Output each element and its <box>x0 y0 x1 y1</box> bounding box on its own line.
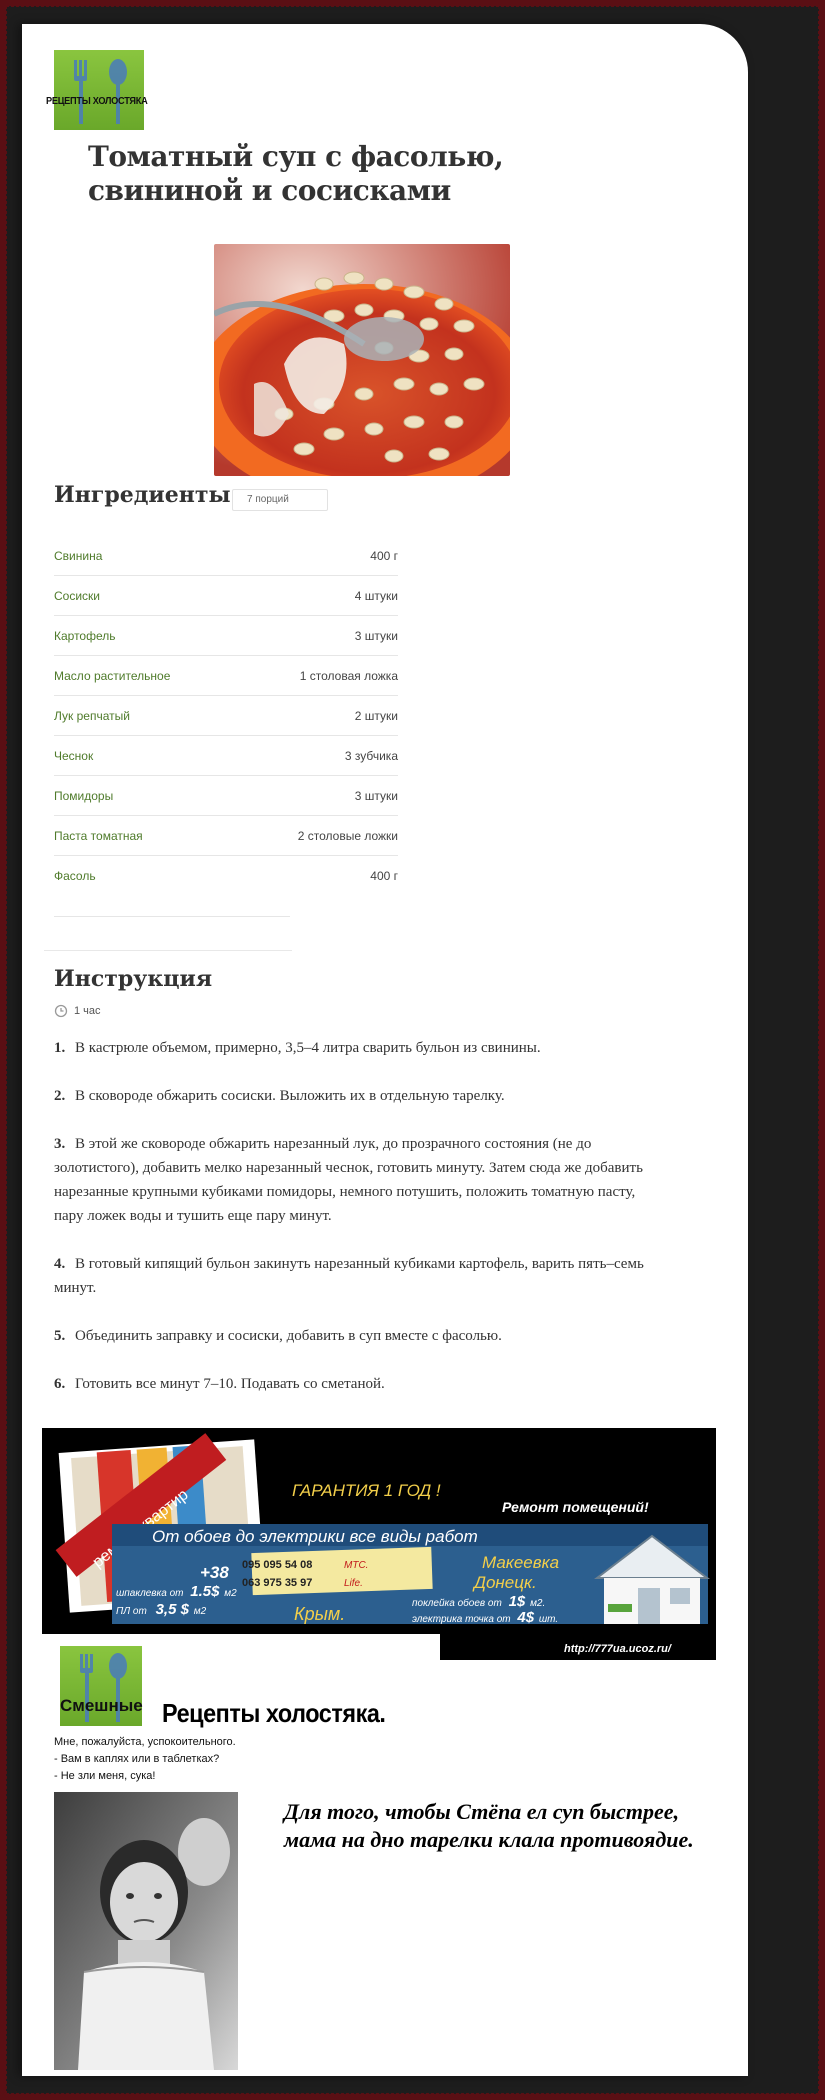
girl-photo <box>54 1792 238 2070</box>
content-sheet <box>22 24 748 2076</box>
joke-dialog <box>54 1734 236 1785</box>
recipe-title: Томатный суп с фасолью, свининой и сосисками <box>88 140 504 207</box>
ingredient-row <box>54 776 398 816</box>
ad-paper-prefix: поклейка обоев от <box>412 1598 502 1609</box>
ad-banner[interactable] <box>42 1428 716 1660</box>
ingredient-name[interactable]: Сосиски <box>54 588 100 603</box>
clock-icon <box>54 1004 68 1018</box>
ad-city-2: Донецк. <box>474 1573 537 1592</box>
ad-city-1: Макеевка <box>482 1553 560 1572</box>
ad-operator-1: МТС. <box>344 1560 369 1571</box>
ingredient-amount: 3 штуки <box>354 788 398 803</box>
ingredient-row <box>54 816 398 856</box>
step-number: 6. <box>54 1376 66 1392</box>
step-number: 1. <box>54 1040 66 1056</box>
ad-paper-value: 1$ <box>508 1593 526 1610</box>
ingredient-name[interactable]: Чеснок <box>54 748 94 763</box>
ad-putty-prefix: шпаклевка от <box>116 1588 184 1599</box>
ingredient-name[interactable]: Свинина <box>54 548 103 563</box>
step-text: Готовить все минут 7–10. Подавать со сметаной. <box>75 1376 385 1392</box>
ingredients-underline <box>54 916 290 917</box>
ingredient-amount: 2 штуки <box>354 708 398 723</box>
ad-floor-value: 3,5 $ <box>155 1601 189 1618</box>
dialog-line: - Не зли меня, сука! <box>54 1770 156 1782</box>
ingredient-amount: 1 столовая ложка <box>299 668 398 683</box>
instruction-step <box>54 1252 654 1300</box>
step-text: В этой же сковороде обжарить нарезанный лук, до прозрачного состояния (не до золотистого), добавить мелко нарезанный чеснок, готовить минуту. Затем сюда же добавить нарезанные крупными кубиками помидоры, немного потушить, положить томатную пасту, пару ложек воды и тушить еще пару минут. <box>54 1136 643 1224</box>
ad-rooms: Ремонт помещений! <box>502 1499 649 1515</box>
ad-phone-prefix: +38 <box>200 1563 229 1582</box>
ingredient-row <box>54 576 398 616</box>
ingredient-row <box>54 856 398 896</box>
ad-floor-unit: м2 <box>193 1606 207 1617</box>
step-text: Объединить заправку и сосиски, добавить в суп вместе с фасолью. <box>75 1328 502 1344</box>
ingredient-amount: 3 зубчика <box>344 748 398 763</box>
instruction-step <box>54 1372 654 1396</box>
ad-banner-text: От обоев до электрики все виды работ <box>152 1527 478 1546</box>
ad-floor-prefix: ПЛ от <box>116 1606 147 1617</box>
ingredient-row <box>54 736 398 776</box>
ingredient-name[interactable]: Лук репчатый <box>54 708 130 723</box>
ingredient-amount: 4 штуки <box>354 588 398 603</box>
funny-logo-label: Смешные <box>60 1696 143 1715</box>
ingredient-name[interactable]: Помидоры <box>54 788 114 803</box>
step-number: 2. <box>54 1088 66 1104</box>
ingredient-name[interactable]: Фасоль <box>54 869 96 883</box>
step-text: В сковороде обжарить сосиски. Выложить их в отдельную тарелку. <box>75 1088 505 1104</box>
dialog-line: - Вам в каплях или в таблетках? <box>54 1753 220 1765</box>
ad-phone-1: 095 095 54 08 <box>242 1559 313 1571</box>
funny-logo[interactable] <box>60 1646 142 1726</box>
ingredients-table <box>54 536 398 896</box>
cooking-time <box>54 1004 101 1018</box>
cooking-time-value: 1 час <box>74 1005 101 1017</box>
ad-phone-2: 063 975 35 97 <box>242 1577 313 1589</box>
ingredient-name[interactable]: Картофель <box>54 628 116 643</box>
step-text: В кастрюле объемом, примерно, 3,5–4 литра сварить бульон из свинины. <box>75 1040 541 1056</box>
recipe-photo <box>214 244 510 476</box>
instruction-step <box>54 1084 654 1108</box>
ad-putty-unit: м2 <box>224 1588 237 1599</box>
instruction-steps <box>54 1036 654 1420</box>
ingredient-name[interactable]: Масло растительное <box>54 668 171 683</box>
step-number: 4. <box>54 1256 66 1272</box>
utensils-icon <box>54 50 144 130</box>
ingredient-amount: 400 г <box>370 548 398 563</box>
ingredient-name[interactable]: Паста томатная <box>54 828 143 843</box>
step-text: В готовый кипящий бульон закинуть нарезанный кубиками картофель, варить пять–семь минут. <box>54 1256 644 1296</box>
dialog-line: Мне, пожалуйста, успокоительного. <box>54 1736 236 1748</box>
ingredient-amount: 400 г <box>370 869 398 883</box>
ingredient-row <box>54 616 398 656</box>
ingredient-row <box>54 536 398 576</box>
ingredient-row <box>54 656 398 696</box>
step-number: 3. <box>54 1136 66 1152</box>
ingredient-amount: 2 столовые ложки <box>297 828 398 843</box>
servings-select[interactable]: 7 порций <box>232 489 328 511</box>
ingredient-amount: 3 штуки <box>354 628 398 643</box>
ad-elec-prefix: электрика точка от <box>412 1614 511 1625</box>
ad-guarantee: ГАРАНТИЯ 1 ГОД ! <box>292 1481 441 1500</box>
section-divider <box>44 950 292 951</box>
ad-ribbon: квартир <box>135 1486 192 1536</box>
ad-crimea: Крым. <box>294 1604 346 1624</box>
ad-elec-value: 4$ <box>517 1609 535 1626</box>
ad-elec-unit: шт. <box>538 1614 559 1625</box>
site-logo[interactable] <box>54 50 144 130</box>
ad-operator-2: Life. <box>344 1578 363 1589</box>
ingredients-heading: Ингредиенты <box>54 482 231 508</box>
instructions-heading: Инструкция <box>54 966 213 992</box>
ad-putty-value: 1.5$ <box>190 1583 220 1600</box>
ad-paper-unit: м2. <box>530 1598 546 1609</box>
site-logo-text: РЕЦЕПТЫ ХОЛОСТЯКА <box>46 96 148 107</box>
instruction-step <box>54 1036 654 1060</box>
instruction-step <box>54 1132 654 1228</box>
step-number: 5. <box>54 1328 66 1344</box>
ingredient-row <box>54 696 398 736</box>
funny-title: Рецепты холостяка. <box>162 1698 386 1728</box>
instruction-step <box>54 1324 654 1348</box>
ad-url: http://777ua.ucoz.ru/ <box>564 1643 671 1655</box>
joke-text: Для того, чтобы Стёпа ел суп быстрее, мама на дно тарелки клала противоядие. <box>284 1799 694 1852</box>
